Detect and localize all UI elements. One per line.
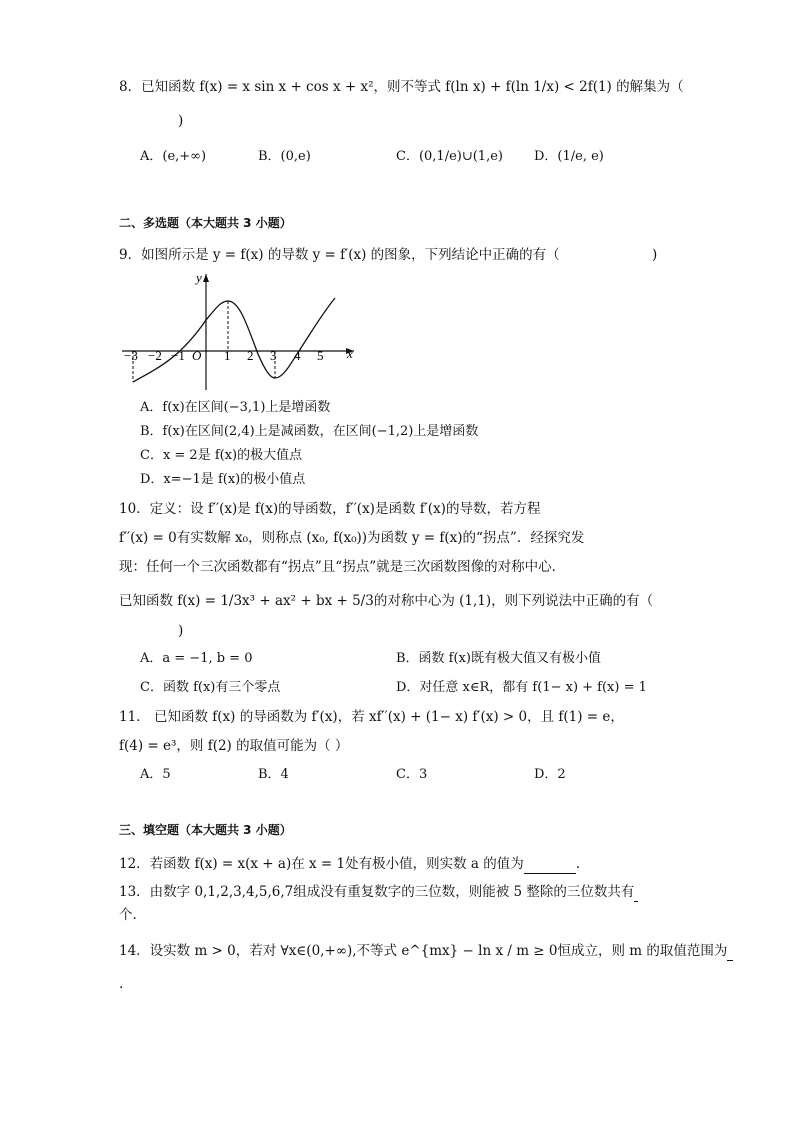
q10-line-4: 已知函数 f(x) = 1/3x³ + ax² + bx + 5/3的对称中心为 (1,1)，则下列说法中正确的有（ <box>119 593 654 609</box>
q9-option-c: C．x = 2是 f(x)的极大值点 <box>140 448 303 463</box>
q9-option-b: B．f(x)在区间(2,4)上是减函数，在区间(−1,2)上是增函数 <box>140 424 479 439</box>
q8-close-paren: ) <box>178 113 184 129</box>
q10-line-1: 10．定义：设 f′′(x)是 f(x)的导函数，f′′(x)是函数 f′(x)的导数，若方程 <box>119 501 541 517</box>
q8-option-c: C．(0,1/e)∪(1,e) <box>396 149 503 164</box>
tick-label: −1 <box>171 348 185 363</box>
tick-label: −2 <box>148 348 162 363</box>
q13-text: 13．由数字 0,1,2,3,4,5,6,7组成没有重复数字的三位数，则能被 5 整除的三位数共有 <box>119 884 635 900</box>
q10-close-paren: ) <box>178 623 184 639</box>
q12-text: 12．若函数 f(x) = x(x + a)在 x = 1处有极小值，则实数 a 的值为 <box>119 856 524 872</box>
q12-period: . <box>575 856 581 872</box>
q10-option-a: A．a = −1, b = 0 <box>140 651 253 666</box>
q9-option-d: D．x=−1是 f(x)的极小值点 <box>140 472 306 487</box>
q10-option-d: D．对任意 x∈R，都有 f(1− x) + f(x) = 1 <box>396 680 647 695</box>
q13-line-1 <box>119 883 638 902</box>
q13-line-2: 个. <box>119 907 137 923</box>
tick-label: 1 <box>224 348 231 363</box>
x-axis-label: x <box>347 346 353 361</box>
q8-option-d: D．(1/e, e) <box>534 149 604 164</box>
tick-label: −3 <box>124 348 138 363</box>
q14-answer-blank[interactable] <box>727 942 733 961</box>
q14-line-1 <box>119 942 733 961</box>
derivative-curve <box>133 298 335 382</box>
q10-option-b: B．函数 f(x)既有极大值又有极小值 <box>396 651 601 666</box>
section-heading-multiple-choice: 二、多选题（本大题共 3 小题） <box>119 216 292 230</box>
derivative-graph <box>118 268 363 396</box>
q13-answer-blank[interactable] <box>634 883 638 902</box>
q8-stem: 8．已知函数 f(x) = x sin x + cos x + x²，则不等式 f(ln x) + f(ln 1/x) < 2f(1) 的解集为（ <box>119 79 684 95</box>
tick-label: 3 <box>270 348 277 363</box>
q10-line-2: f′′(x) = 0有实数解 x₀，则称点 (x₀, f(x₀))为函数 y = f(x)的“拐点”．经探究发 <box>119 530 585 546</box>
q11-line-2: f(4) = e³，则 f(2) 的取值可能为（ ） <box>119 738 349 754</box>
y-axis-label: y <box>196 270 202 285</box>
q11-option-b: B．4 <box>258 767 289 782</box>
q10-line-3: 现：任何一个三次函数都有“拐点”且“拐点”就是三次函数图像的对称中心． <box>119 559 566 575</box>
tick-label: 2 <box>247 348 254 363</box>
origin-label: O <box>192 348 202 363</box>
q14-text: 14．设实数 m > 0，若对 ∀x∈(0,+∞),不等式 e^{mx} − ln x / m ≥ 0恒成立，则 m 的取值范围为 <box>119 943 728 959</box>
q9-close-paren: ) <box>652 247 658 263</box>
q11-option-d: D．2 <box>534 767 566 782</box>
y-axis-arrow <box>203 274 209 282</box>
q14-line-2: . <box>119 976 124 992</box>
q8-option-b: B．(0,e) <box>258 149 311 164</box>
tick-label: 4 <box>294 348 301 363</box>
q8-option-a: A．(e,+∞) <box>140 149 207 164</box>
q9-stem: 9．如图所示是 y = f(x) 的导数 y = f′(x) 的图象，下列结论中正确的有（ <box>119 247 560 263</box>
q11-line-1: 11． 已知函数 f(x) 的导函数为 f′(x)，若 xf′′(x) + (1− x) f′(x) > 0，且 f(1) = e， <box>119 709 624 725</box>
section-heading-fill-in: 三、填空题（本大题共 3 小题） <box>119 823 292 837</box>
q11-option-a: A．5 <box>140 767 171 782</box>
q12-answer-blank[interactable] <box>524 855 576 874</box>
q12-line <box>119 855 580 874</box>
q10-option-c: C．函数 f(x)有三个零点 <box>140 680 281 695</box>
q11-option-c: C．3 <box>396 767 428 782</box>
q9-option-a: A．f(x)在区间(−3,1)上是增函数 <box>140 400 331 415</box>
tick-label: 5 <box>317 348 324 363</box>
